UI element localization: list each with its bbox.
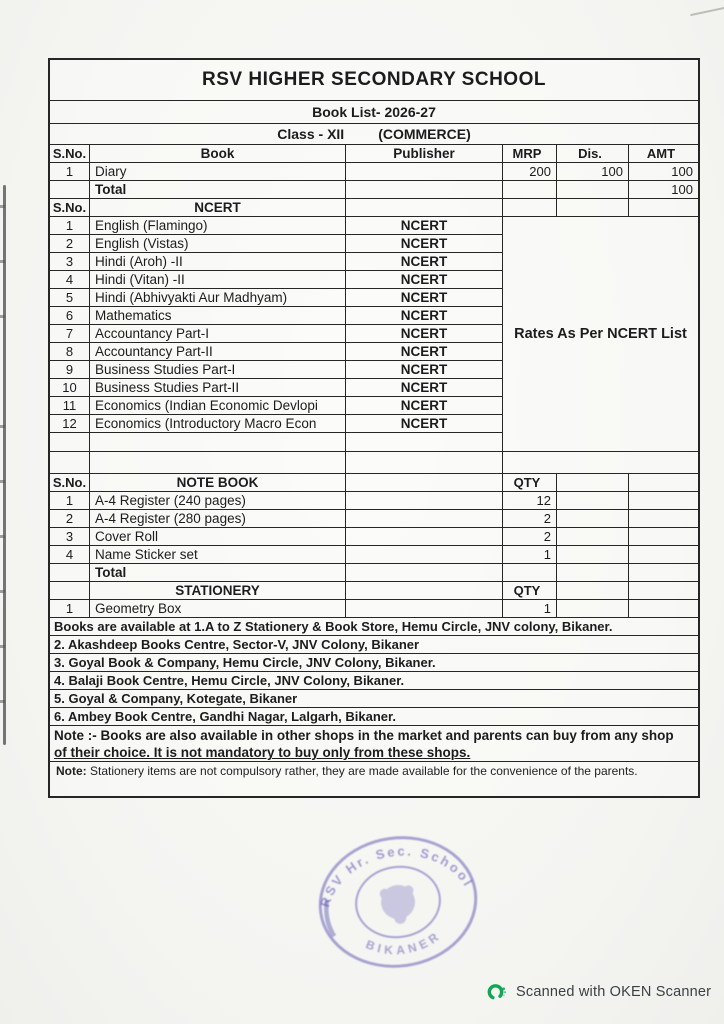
stationery-header-title: STATIONERY: [90, 582, 346, 599]
cell-publisher: [346, 452, 503, 473]
qty-header: QTY: [503, 582, 557, 599]
scan-tick: [0, 590, 5, 593]
cell-publisher: [346, 600, 503, 617]
stationery-section-header: [50, 582, 698, 600]
ncert-header-title: NCERT: [90, 199, 346, 216]
cell-sno: 8: [50, 343, 90, 360]
note-line-1: Books are also available in other shops in the market and parents can buy from any shop: [96, 728, 674, 743]
cell-sno: [50, 582, 90, 599]
cell-sno: [50, 452, 90, 473]
cell-book: Business Studies Part-I: [90, 361, 346, 378]
cell-book: Hindi (Vitan) -II: [90, 271, 346, 288]
ncert-section-header: [50, 199, 698, 217]
cell-publisher: [346, 564, 503, 581]
cell-mrp: [503, 181, 557, 198]
cell-dis: [557, 600, 629, 617]
cell-publisher: [346, 492, 503, 509]
notebook-total-row: [50, 564, 698, 582]
cell-dis: [557, 564, 629, 581]
availability-note: [50, 726, 698, 762]
cell-sno: 3: [50, 528, 90, 545]
cell-sno: 1: [50, 492, 90, 509]
cell-publisher: [346, 528, 503, 545]
shop-line-4: 4. Balaji Book Centre, Hemu Circle, JNV Colony, Bikaner.: [50, 672, 698, 690]
table-row: [50, 217, 503, 235]
cell-publisher: NCERT: [346, 397, 503, 414]
cell-sno: 1: [50, 600, 90, 617]
cell-amt: [629, 528, 698, 545]
shop-line-5: 5. Goyal & Company, Kotegate, Bikaner: [50, 690, 698, 708]
scan-tick: [0, 205, 5, 208]
table-row: [50, 253, 503, 271]
cell-qty: [503, 564, 557, 581]
table-row: [50, 546, 698, 564]
cell-amt: [629, 474, 698, 491]
ncert-section-body: [50, 217, 698, 452]
cell-publisher: NCERT: [346, 325, 503, 342]
notebook-header-title: NOTE BOOK: [90, 474, 346, 491]
cell-amt: [629, 546, 698, 563]
cell-qty: 2: [503, 528, 557, 545]
cell-publisher: [346, 163, 503, 180]
cell-qty: 1: [503, 546, 557, 563]
cell-qty: 2: [503, 510, 557, 527]
table-row: [50, 379, 503, 397]
notebook-header-sno: S.No.: [50, 474, 90, 491]
table-row: [50, 271, 503, 289]
scan-corner-artifact: [690, 6, 724, 16]
cell-book: Economics (Indian Economic Devlopi: [90, 397, 346, 414]
cell-publisher: NCERT: [346, 379, 503, 396]
cell-book: Hindi (Abhivyakti Aur Madhyam): [90, 289, 346, 306]
notebook-section-header: [50, 474, 698, 492]
table-row: [50, 361, 503, 379]
cell-book: English (Flamingo): [90, 217, 346, 234]
cell-sno: 4: [50, 271, 90, 288]
cell-publisher: [346, 582, 503, 599]
cell-publisher: [346, 199, 503, 216]
shop-1: A to Z Stationery & Book Store, Hemu Circle, JNV colony, Bikaner.: [205, 619, 613, 634]
table-row: [50, 307, 503, 325]
table-row: [50, 235, 503, 253]
cell-sno: 10: [50, 379, 90, 396]
table-row: [50, 415, 503, 433]
note-text: Stationery items are not compulsory rather, they are made available for the convenience of the parents.: [86, 764, 638, 778]
shop-line-2: 2. Akashdeep Books Centre, Sector-V, JNV Colony, Bikaner: [50, 636, 698, 654]
cell-book: [90, 452, 346, 473]
cell-sno: 11: [50, 397, 90, 414]
cell-dis: [557, 546, 629, 563]
cell-book: Accountancy Part-I: [90, 325, 346, 342]
cell-blank: [503, 452, 698, 473]
cell-publisher: [346, 546, 503, 563]
cell-sno: [50, 181, 90, 198]
total-row: [50, 181, 698, 199]
cell-sno: 1: [50, 163, 90, 180]
cell-amt: [629, 564, 698, 581]
cell-qty: 12: [503, 492, 557, 509]
cell-book: Mathematics: [90, 307, 346, 324]
stamp-bottom-text: BIKANER: [363, 927, 445, 958]
table-row: [50, 163, 698, 181]
cell-mrp: [503, 199, 557, 216]
cell-sno: 4: [50, 546, 90, 563]
cell-amt: [629, 600, 698, 617]
oken-scanner-icon: [486, 981, 508, 1003]
cell-sno: 9: [50, 361, 90, 378]
cell-book: English (Vistas): [90, 235, 346, 252]
note-prefix: Note :-: [54, 728, 97, 743]
school-title-row: [50, 60, 698, 101]
school-name: RSV HIGHER SECONDARY SCHOOL: [202, 69, 546, 90]
table-row: [50, 492, 698, 510]
table-row: [50, 528, 698, 546]
book-list-document: [48, 58, 700, 798]
cell-amt: [629, 199, 698, 216]
scan-tick: [0, 480, 5, 483]
scan-tick: [0, 315, 5, 318]
cell-amt: [629, 492, 698, 509]
total-amt: 100: [671, 182, 693, 197]
ncert-rows: [50, 217, 503, 451]
cell-publisher: NCERT: [346, 217, 503, 234]
cell-publisher: NCERT: [346, 343, 503, 360]
scanner-label: Scanned with OKEN Scanner: [516, 984, 712, 1000]
table-row: [50, 343, 503, 361]
scan-tick: [0, 260, 5, 263]
cell-publisher: NCERT: [346, 415, 503, 432]
scan-tick: [0, 425, 5, 428]
cell-sno: [50, 433, 90, 451]
cell-dis: [557, 528, 629, 545]
cell-publisher: NCERT: [346, 271, 503, 288]
cell-publisher: NCERT: [346, 235, 503, 252]
cell-publisher: NCERT: [346, 361, 503, 378]
shops-intro: Books are available at 1.: [54, 619, 206, 634]
cell-dis: 100: [557, 163, 629, 180]
scan-tick: [0, 700, 5, 703]
cell-dis: [557, 510, 629, 527]
cell-item: A-4 Register (240 pages): [90, 492, 346, 509]
table-row: [50, 289, 503, 307]
cell-publisher: [346, 433, 503, 451]
col-header-book: Book: [90, 145, 346, 162]
class-label: Class - XII: [277, 126, 345, 142]
cell-sno: 6: [50, 307, 90, 324]
scan-edge-artifact: [3, 185, 6, 745]
qty-header: QTY: [503, 474, 557, 491]
table-row: [50, 510, 698, 528]
table-row: [50, 397, 503, 415]
cell-item: Name Sticker set: [90, 546, 346, 563]
cell-publisher: [346, 474, 503, 491]
cell-publisher: [346, 510, 503, 527]
cell-sno: 2: [50, 510, 90, 527]
cell-book: Business Studies Part-II: [90, 379, 346, 396]
cell-qty: 1: [503, 600, 557, 617]
col-header-dis: Dis.: [557, 145, 629, 162]
note-prefix: Note:: [56, 764, 87, 778]
cell-publisher: NCERT: [346, 253, 503, 270]
col-header-sno: S.No.: [50, 145, 90, 162]
school-stamp: [299, 820, 497, 984]
cell-item: A-4 Register (280 pages): [90, 510, 346, 527]
cell-dis: [557, 199, 629, 216]
cell-amt: [629, 582, 698, 599]
col-header-mrp: MRP: [503, 145, 557, 162]
ncert-rates-note: Rates As Per NCERT List: [514, 326, 687, 342]
cell-book: Diary: [90, 163, 346, 180]
cell-book: Economics (Introductory Macro Econ: [90, 415, 346, 432]
stationery-note: [50, 762, 698, 796]
blank-row: [50, 433, 503, 451]
cell-sno: 12: [50, 415, 90, 432]
shop-line-6: 6. Ambey Book Centre, Gandhi Nagar, Lalgarh, Bikaner.: [50, 708, 698, 726]
total-label: Total: [90, 564, 346, 581]
shop-line-1: [50, 618, 698, 636]
shop-line-3: 3. Goyal Book & Company, Hemu Circle, JNV Colony, Bikaner.: [50, 654, 698, 672]
table-row: [50, 325, 503, 343]
cell-publisher: NCERT: [346, 307, 503, 324]
cell-item: Geometry Box: [90, 600, 346, 617]
cell-sno: 3: [50, 253, 90, 270]
col-header-amt: AMT: [646, 146, 676, 161]
stream-label: (COMMERCE): [378, 126, 471, 142]
stamp-emblem: [379, 883, 418, 926]
cell-publisher: NCERT: [346, 289, 503, 306]
cell-sno: 7: [50, 325, 90, 342]
blank-row: [50, 452, 698, 474]
cell-dis: [557, 474, 629, 491]
note-line-2: of their choice. It is not mandatory to buy only from these shops.: [54, 745, 471, 760]
cell-book: Hindi (Aroh) -II: [90, 253, 346, 270]
class-row: [50, 124, 698, 145]
cell-amt: 100: [671, 164, 693, 179]
col-header-publisher: Publisher: [346, 145, 503, 162]
table-row: [50, 600, 698, 618]
cell-dis: [557, 181, 629, 198]
cell-amt: [629, 510, 698, 527]
scanner-footer: [486, 981, 711, 1003]
cell-sno: 1: [50, 217, 90, 234]
cell-sno: 5: [50, 289, 90, 306]
cell-sno: [50, 564, 90, 581]
cell-publisher: [346, 181, 503, 198]
cell-dis: [557, 492, 629, 509]
cell-dis: [557, 582, 629, 599]
cell-mrp: 200: [503, 163, 557, 180]
total-label: Total: [90, 181, 346, 198]
cell-book: [90, 433, 346, 451]
cell-book: Accountancy Part-II: [90, 343, 346, 360]
cell-sno: 2: [50, 235, 90, 252]
scan-tick: [0, 535, 5, 538]
scan-tick: [0, 645, 5, 648]
cell-item: Cover Roll: [90, 528, 346, 545]
main-table-header: [50, 145, 698, 163]
stamp-top-text: RSV Hr. Sec. School: [317, 843, 477, 909]
ncert-header-sno: S.No.: [50, 199, 90, 216]
book-list-title: Book List- 2026-27: [50, 101, 698, 124]
